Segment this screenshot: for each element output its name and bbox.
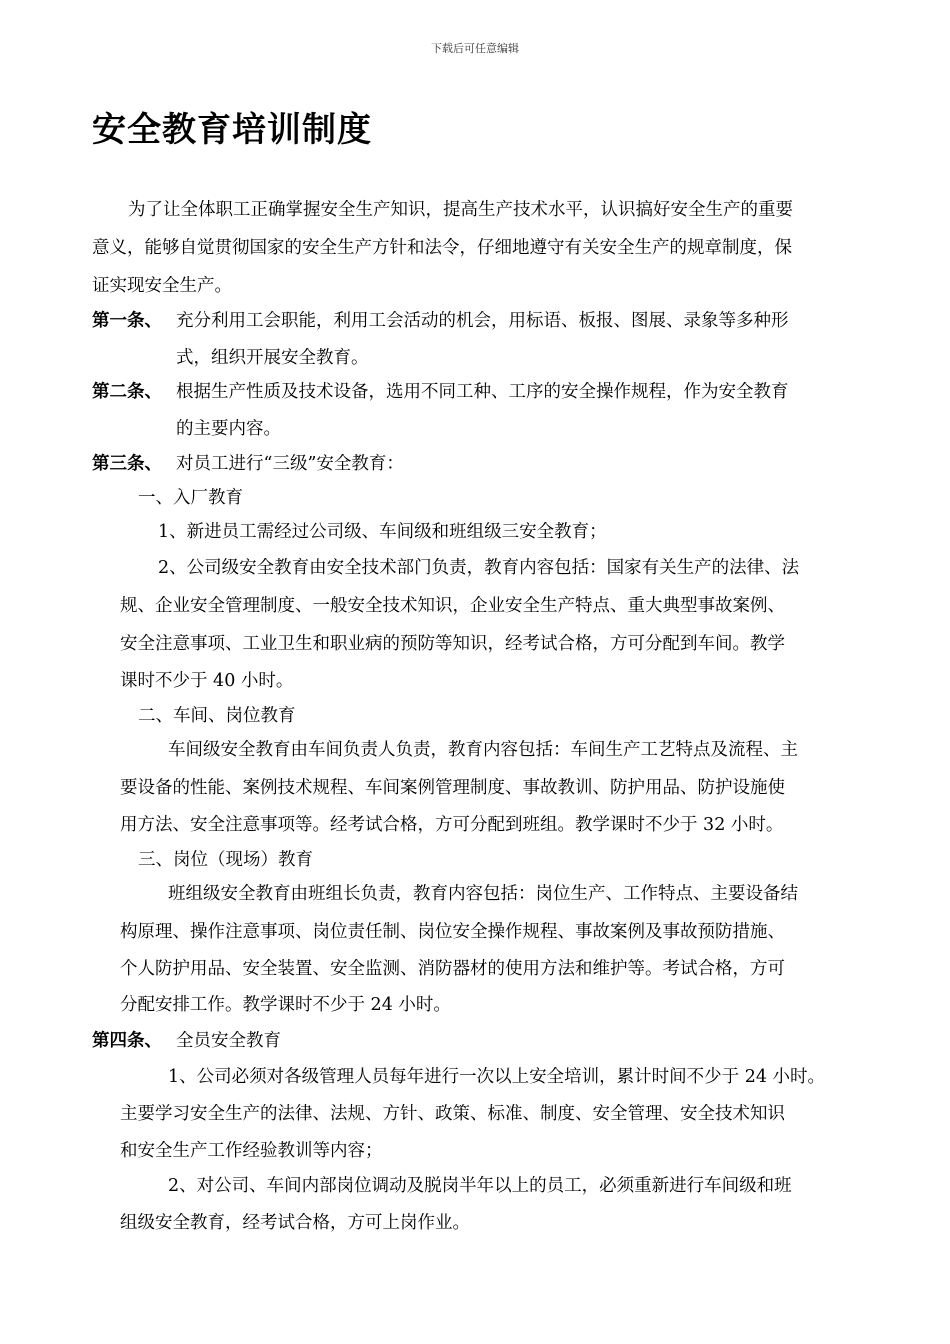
article-4-item-1-line: 1、公司必须对各级管理人员每年进行一次以上安全培训，累计时间不少于 24 小时。 [168,1067,826,1087]
section-1-item-2-line: 课时不少于 40 小时。 [120,671,294,691]
article-4-item-1-line: 主要学习安全生产的法律、法规、方针、政策、标准、制度、安全管理、安全技术知识 [120,1104,785,1124]
section-3-line: 班组级安全教育由班组长负责，教育内容包括：岗位生产、工作特点、主要设备结 [168,884,798,904]
article-1-line: 充分利用工会职能，利用工会活动的机会，用标语、板报、图展、录象等多种形 [176,311,789,331]
article-4-item-2-line: 2、对公司、车间内部岗位调动及脱岗半年以上的员工，必须重新进行车间级和班 [168,1176,792,1196]
document-title: 安全教育培训制度 [92,110,372,150]
page-header-note: 下载后可任意编辑 [431,42,519,55]
section-2-line: 车间级安全教育由车间负责人负责，教育内容包括：车间生产工艺特点及流程、主 [168,740,798,760]
section-3-line: 分配安排工作。教学课时不少于 24 小时。 [120,995,451,1015]
section-2-heading: 二、车间、岗位教育 [138,706,296,726]
article-1-line: 式，组织开展安全教育。 [176,348,369,368]
article-4-line: 全员安全教育 [176,1031,281,1051]
section-1-item-2-line: 安全注意事项、工业卫生和职业病的预防等知识，经考试合格，方可分配到车间。教学 [120,634,785,654]
section-3-line: 构原理、操作注意事项、岗位责任制、岗位安全操作规程、事故案例及事故预防措施、 [120,922,785,942]
section-3-heading: 三、岗位（现场）教育 [138,850,313,870]
intro-line: 证实现安全生产。 [92,276,232,296]
article-3-label: 第三条、 [92,454,162,474]
section-2-line: 要设备的性能、案例技术规程、车间案例管理制度、事故教训、防护用品、防护设施使 [120,778,785,798]
article-4-item-2-line: 组级安全教育，经考试合格，方可上岗作业。 [120,1213,470,1233]
article-3-line: 对员工进行“三级”安全教育： [176,454,404,474]
intro-line: 为了让全体职工正确掌握安全生产知识，提高生产技术水平，认识搞好安全生产的重要 [128,200,793,220]
article-4-label: 第四条、 [92,1031,162,1051]
article-2-line: 根据生产性质及技术设备，选用不同工种、工序的安全操作规程，作为安全教育 [176,382,789,402]
section-1-item-1: 1、新进员工需经过公司级、车间级和班组级三安全教育； [158,522,607,542]
section-1-item-2-line: 2、公司级安全教育由安全技术部门负责，教育内容包括：国家有关生产的法律、法 [158,558,800,578]
article-4-item-1-line: 和安全生产工作经验教训等内容； [120,1141,383,1161]
section-3-line: 个人防护用品、安全装置、安全监测、消防器材的使用方法和维护等。考试合格，方可 [120,959,785,979]
section-1-heading: 一、入厂教育 [138,488,243,508]
article-1-label: 第一条、 [92,311,162,331]
article-2-label: 第二条、 [92,382,162,402]
article-2-line: 的主要内容。 [176,419,281,439]
section-2-line: 用方法、安全注意事项等。经考试合格，方可分配到班组。教学课时不少于 32 小时。 [120,815,784,835]
intro-line: 意义，能够自觉贯彻国家的安全生产方针和法令，仔细地遵守有关安全生产的规章制度，保 [92,238,792,258]
section-1-item-2-line: 规、企业安全管理制度、一般安全技术知识，企业安全生产特点、重大典型事故案例、 [120,596,785,616]
